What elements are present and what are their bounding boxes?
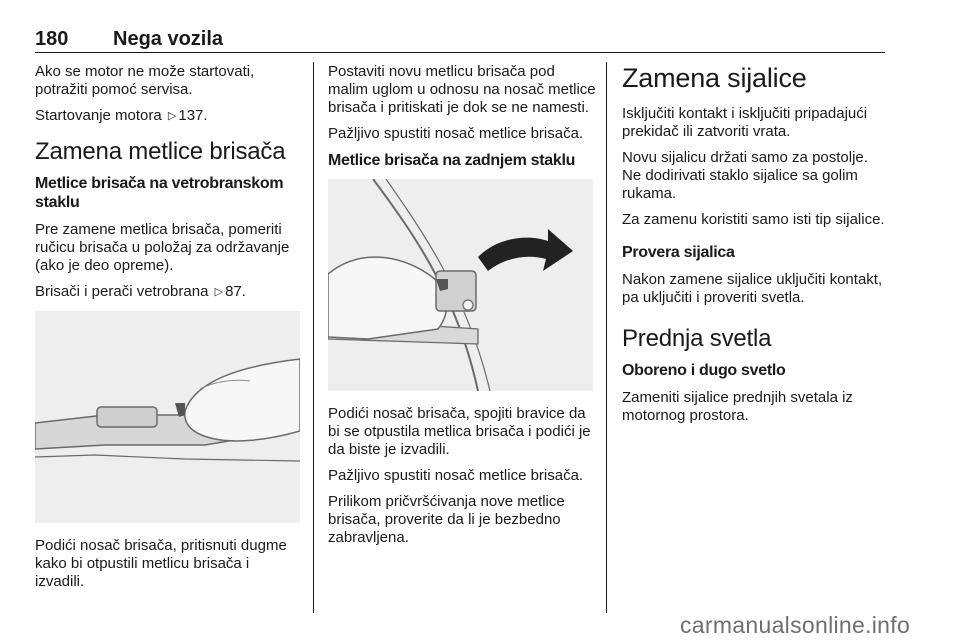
watermark-text: carmanualsonline.info [680, 612, 911, 638]
reference-text: Brisači i perači vetrobrana [35, 283, 209, 300]
paragraph: Prilikom pričvršćivanja nove metlice brisača, proverite da li je bezbedno zabravljena. [328, 493, 565, 546]
reference-text: Startovanje motora [35, 107, 162, 124]
section-heading-large: Zamena sijalice [622, 63, 807, 93]
running-title: Nega vozila [113, 28, 224, 50]
reference-arrow-icon: ▷ [167, 110, 177, 122]
subsection-heading: Oboreno i dugo svetlo [622, 362, 786, 379]
page-number: 180 [35, 28, 69, 50]
paragraph: Pažljivo spustiti nosač metlice brisača. [328, 125, 584, 142]
figure-caption: Podići nosač brisača, pritisnuti dugme kako bi otpustili metlicu brisača i izvadili. [35, 537, 287, 590]
paragraph: Zameniti sijalice prednjih svetala iz motornog prostora. [622, 389, 853, 424]
reference-arrow-icon: ▷ [214, 286, 224, 298]
paragraph-reference [35, 107, 300, 125]
page-link[interactable]: 137. [178, 107, 208, 124]
subsection-heading: Metlice brisača na vetrobranskom staklu [35, 175, 284, 211]
subsection-heading: Provera sijalica [622, 244, 735, 261]
figure-caption: Podići nosač brisača, spojiti bravice da bi se otpustila metlica brisača i podići je da biste je izvadili. [328, 405, 591, 458]
section-heading: Zamena metlice brisača [35, 138, 286, 165]
subsection-heading: Metlice brisača na zadnjem staklu [328, 152, 576, 169]
column-right [622, 63, 890, 433]
paragraph: Pažljivo spustiti nosač metlice brisača. [328, 467, 584, 484]
paragraph: Nakon zamene sijalice uključiti kontakt, pa uključiti i proveriti svetla. [622, 271, 883, 306]
paragraph: Za zamenu koristiti samo isti tip sijalice. [622, 211, 885, 228]
column-middle [328, 63, 596, 555]
windshield-wiper-illustration [35, 311, 300, 523]
page-header [35, 26, 885, 53]
column-divider [313, 62, 314, 613]
paragraph-reference [35, 283, 300, 301]
paragraph: Novu sijalicu držati samo za postolje. Ne dodirivati staklo sijalice sa golim rukama. [622, 149, 868, 202]
paragraph: Postaviti novu metlicu brisača pod malim uglom u odnosu na nosač metlice brisača i pritiskati je dok se ne namesti. [328, 63, 596, 116]
paragraph: Isključiti kontakt i isključiti pripadajući prekidač ili zatvoriti vrata. [622, 105, 868, 140]
column-left [35, 63, 300, 599]
rear-wiper-illustration [328, 179, 593, 391]
column-divider [606, 62, 607, 613]
paragraph: Pre zamene metlica brisača, pomeriti ručicu brisača u položaj za održavanje (ako je deo opreme). [35, 221, 290, 274]
paragraph: Ako se motor ne može startovati, potražiti pomoć servisa. [35, 63, 255, 98]
page-link[interactable]: 87. [225, 283, 246, 300]
section-heading: Prednja svetla [622, 325, 772, 352]
